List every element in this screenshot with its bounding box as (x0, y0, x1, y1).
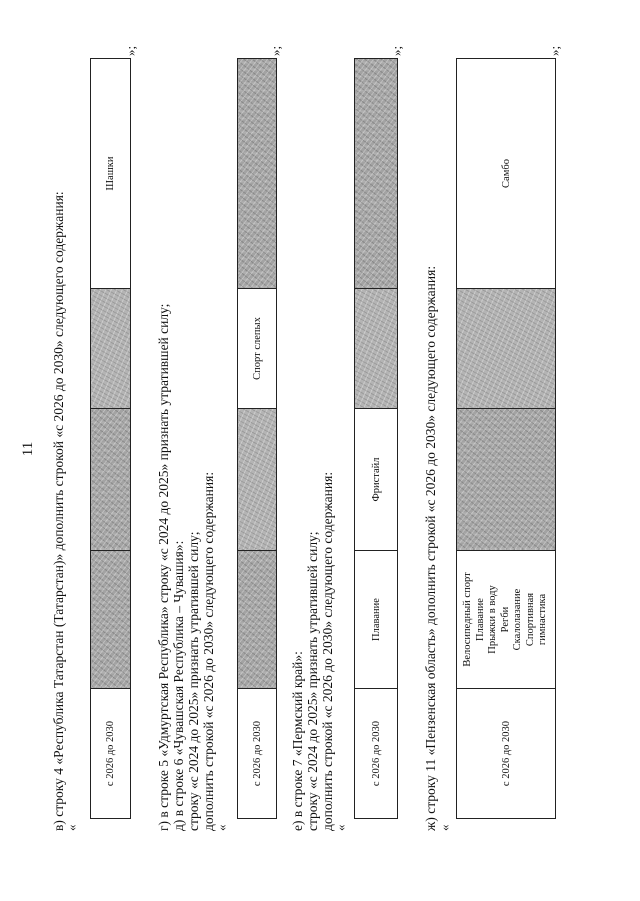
amendment-line: д) в строке 6 «Чувашская Республика – Чувашия»: (171, 540, 186, 831)
open-quote: « (214, 824, 229, 831)
shaded-cell (457, 289, 556, 409)
amendment-line: строку «с 2024 до 2025» признать утратившей силу; (186, 531, 201, 831)
amendment-line: дополнить строкой «с 2026 до 2030» следующего содержания: (320, 471, 335, 831)
period-cell: с 2026 до 2030 (355, 689, 398, 819)
amendment-line: дополнить строкой «с 2026 до 2030» следующего содержания: (201, 471, 216, 831)
table-row (237, 58, 277, 819)
sport-item: Спортивная (524, 592, 536, 647)
sport-item: Велосипедный спорт (462, 572, 474, 667)
table-row (354, 58, 398, 819)
open-quote: « (437, 824, 452, 831)
period-cell: с 2026 до 2030 (91, 689, 131, 819)
close-quote: »; (268, 45, 283, 56)
shaded-cell (355, 59, 398, 289)
table-row (456, 58, 556, 819)
page-number: 11 (20, 441, 36, 457)
close-quote: »; (389, 45, 404, 56)
shaded-cell (355, 289, 398, 409)
amendment-line: строку «с 2024 до 2025» признать утратившей силу; (305, 531, 320, 831)
amendment-line: в) строку 4 «Республика Татарстан (Татарстан)» дополнить строкой «с 2026 до 2030» следующего содержания: (51, 191, 66, 831)
open-quote: « (333, 824, 348, 831)
sport-cell: Спорт слепых (238, 289, 277, 409)
sport-item: Скалолазание (512, 588, 524, 651)
period-cell: с 2026 до 2030 (457, 689, 556, 819)
shaded-cell (238, 409, 277, 551)
table-row (90, 58, 131, 819)
shaded-cell (91, 289, 131, 409)
amendment-line: е) в строке 7 «Пермский край»: (290, 651, 305, 831)
sport-cell: Фристайл (355, 409, 398, 551)
close-quote: »; (123, 45, 138, 56)
sport-cell: Шашки (91, 59, 131, 289)
close-quote: »; (547, 45, 562, 56)
sport-cell: Плавание (355, 551, 398, 689)
sport-cell: Самбо (457, 59, 556, 289)
open-quote: « (64, 824, 79, 831)
shaded-cell (238, 551, 277, 689)
amendment-line: ж) строку 11 «Пензенская область» дополнить строкой «с 2026 до 2030» следующего содержания: (423, 265, 438, 831)
sport-item: Регби (499, 606, 511, 633)
period-cell: с 2026 до 2030 (238, 689, 277, 819)
shaded-cell (457, 409, 556, 551)
amendment-line: г) в строке 5 «Удмуртская Республика» строку «с 2024 до 2025» признать утратившей силу; (156, 303, 171, 831)
sport-item: Плавание (474, 598, 486, 641)
sport-item: гимнастика (537, 593, 549, 646)
shaded-cell (91, 409, 131, 551)
sport-list-cell (457, 551, 556, 689)
shaded-cell (238, 59, 277, 289)
sport-item: Прыжки в воду (487, 585, 499, 654)
shaded-cell (91, 551, 131, 689)
